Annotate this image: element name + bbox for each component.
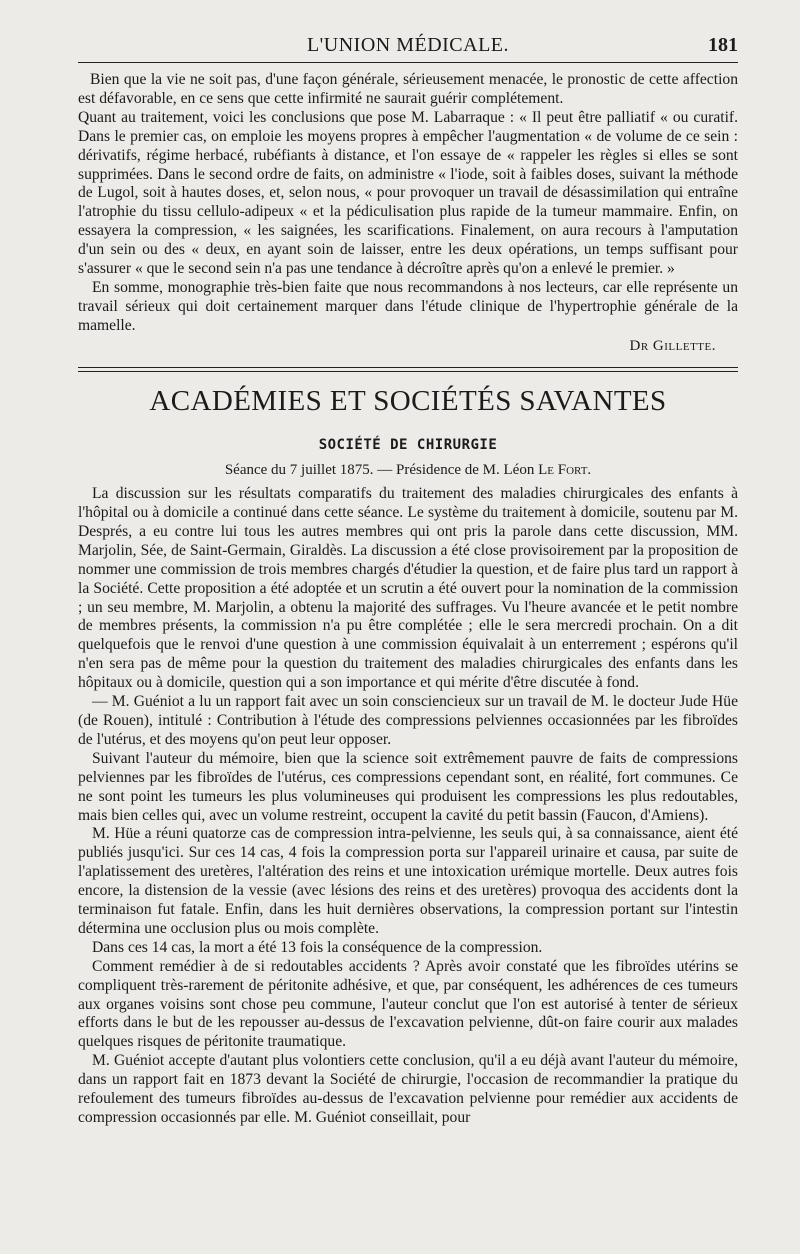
review-paragraph: Quant au traitement, voici les conclusions que pose M. Labarraque : « Il peut être palliatif « ou curatif. Dans le premier cas, on emploie les moyens propres à empêcher l'augmentation « de volume de ce sein : dérivatifs, régime herbacé, rubéfiants à distance, et l'on essaye de « rappeler les règles si elles se sont supprimées. Dans le second ordre de faits, on administre « l'iode, soit à faibles doses, suivant la méthode de Lugol, soit à hautes doses, et, selon nous, « pour provoquer un travail de désassimilation qui entraîne l'atrophie du tissu cellulo-adipeux « et la pédiculisation plus rapide de la tumeur mammaire. Enfin, on essayera la compression, « les saignées, les scarifications. Finalement, on aura recours à l'amputation d'un sein ou des « deux, en ayant soin de laisser, entre les deux opérations, un temps suffisant pour s'assurer « que le second sein n'a pas une tendance à décroître après qu'on a enlevé le premier. »: [78, 108, 738, 278]
society-report: [78, 485, 738, 1128]
session-line: [78, 462, 738, 479]
body-paragraph: Suivant l'auteur du mémoire, bien que la science soit extrêmement pauvre de faits de compressions pelviennes par les fibroïdes de l'utérus, ces compressions cependant sont, en réalité, fort communes. Ce ne sont point les tumeurs les plus volumineuses qui produisent les compressions les plus redoutables, mais bien celles qui, avec un volume restreint, occupent la cavité du petit bassin (Faucon, d'Amiens).: [78, 749, 738, 824]
society-title: SOCIÉTÉ DE CHIRURGIE: [318, 437, 498, 454]
section-divider: [78, 367, 738, 372]
page-header: [78, 28, 738, 63]
body-paragraph: M. Hüe a réuni quatorze cas de compression intra-pelvienne, les seuls qui, à sa connaissance, aient été publiés jusqu'ici. Sur ces 14 cas, 4 fois la compression porta sur l'appareil urinaire et causa, par suite de l'aplatissement des uretères, l'altération des reins et une intoxication urémique mortelle. Deux autres fois encore, la distension de la vessie (avec lésions des reins et des uretères) provoqua des accidents dont la terminaison fut fatale. Enfin, dans les huit dernières observations, la compression portant sur l'intestin détermina une occlusion plus ou mois complète.: [78, 825, 738, 937]
body-paragraph: — M. Guéniot a lu un rapport fait avec un soin consciencieux sur un travail de M. le docteur Jude Hüe (de Rouen), intitulé : Contribution à l'étude des compressions pelviennes occasionnées par les fibroïdes de l'utérus, et des moyens qu'on peut leur opposer.: [78, 693, 738, 748]
body-paragraph: Comment remédier à de si redoutables accidents ? Après avoir constaté que les fibroïdes utérins se compliquent très-rarement de péritonite adhésive, et que, par conséquent, les adhérences de ces tumeurs aux organes voisins sont chose peu commune, l'auteur conclut que l'on est autorisé à tenter de sérieux efforts dans le but de les repousser au-dessus de l'excavation pelvienne, dût-on faire courir aux malades quelques risques de péritonite traumatique.: [78, 957, 738, 1051]
body-paragraph: M. Guéniot accepte d'autant plus volontiers cette conclusion, qu'il a eu déjà avant l'auteur du mémoire, dans un rapport fait en 1873 devant la Société de chirurgie, l'occasion de recommandier la pratique du refoulement des tumeurs fibroïdes au-dessus de l'excavation pelvienne pour remédier aux accidents de compression occasionnés par elle. M. Guéniot conseillait, pour: [78, 1052, 738, 1127]
body-paragraph: La discussion sur les résultats comparatifs du traitement des maladies chirurgicales des enfants à l'hôpital ou à domicile a continué dans cette séance. Le système du traitement à domicile, soutenu par M. Després, a eu contre lui tous les autres membres qui ont pris la parole dans cette discussion, MM. Marjolin, Sée, de Saint-Germain, Giraldès. La discussion a été close provisoirement par la proposition de nommer une commission de trois membres chargés d'étudier la question, et de faire plus tard un rapport à la Société. Cette proposition a été adoptée et un scrutin a été ouvert pour la nomination de la commission ; un seu membre, M. Marjolin, a obtenu la majorité des suffrages. Vu l'heure avancée et le petit nombre de membres présents, la commission n'a pu être complétée ; elle le sera mercredi prochain. On a dit quelquefois que le renvoi d'une question à une commission équivalait à un enterrement ; espérons qu'il n'en sera pas de même pour la question du traitement des maladies chirurgicales des enfants dans les hôpitaux ou à domicile, question qui a son importance et qui mérite d'être discutée à fond.: [78, 485, 738, 692]
review-paragraph: Bien que la vie ne soit pas, d'une façon générale, sérieusement menacée, le pronostic de cette affection est défavorable, en ce sens que cette infirmité ne saurait guérir complétement.: [78, 71, 738, 107]
running-title: L'UNION MÉDICALE.: [306, 34, 510, 56]
signature: Dr Gillette.: [629, 337, 716, 354]
section-heading: ACADÉMIES ET SOCIÉTÉS SAVANTES: [149, 384, 667, 417]
session-president: Le Fort.: [538, 462, 592, 479]
body-paragraph: Dans ces 14 cas, la mort a été 13 fois la conséquence de la compression.: [92, 938, 543, 956]
session-prefix: Séance du 7 juillet 1875. — Présidence de M. Léon: [224, 462, 535, 479]
page-number: 181: [708, 34, 738, 56]
review-paragraph: En somme, monographie très-bien faite que nous recommandons à nos lecteurs, car elle représente un travail sérieux qui doit certainement marquer dans l'étude clinique de l'hypertrophie générale de la mamelle.: [78, 278, 738, 334]
book-review: [78, 71, 738, 355]
